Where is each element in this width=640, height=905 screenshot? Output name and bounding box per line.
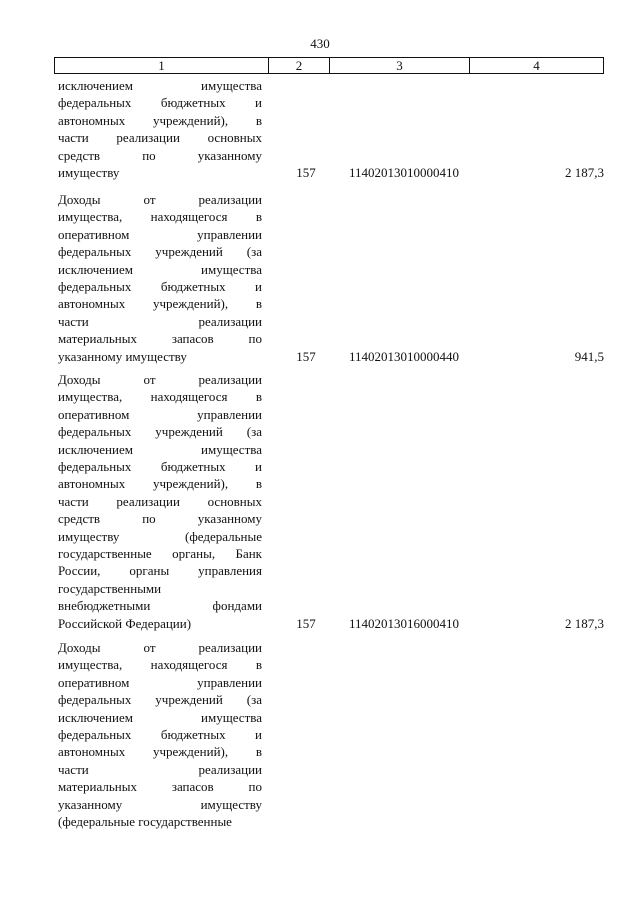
description-line: имуществу [58,165,120,181]
row-description [58,371,262,632]
amount: 2 187,3 [565,165,604,180]
amount: 2 187,3 [565,616,604,631]
description-line: федеральных учреждений (за [58,692,262,708]
admin-code: 157 [296,616,316,631]
row-description [58,77,262,181]
description-line: Российской Федерации) [58,615,192,631]
description-line: федеральных учреждений (за [58,424,262,440]
description-line: части реализации основных [58,493,262,509]
description-line: имущества, находящегося в [58,389,262,405]
description-line: указанному имуществу [58,796,262,812]
description-line: материальных запасов по [58,779,262,795]
header-col-2: 2 [269,58,330,73]
description-line: части реализации [58,761,262,777]
amount: 941,5 [574,349,604,364]
description-line: исключением имущества [58,78,262,93]
header-col-1: 1 [55,58,269,73]
description-line: исключением имущества [58,261,262,277]
description-line: федеральных бюджетных и [58,95,262,111]
description-line: исключением имущества [58,709,262,725]
income-code: 11402013016000410 [348,616,460,631]
description-line: Доходы от реализации [58,640,262,655]
description-line: автономных учреждений), в [58,744,262,760]
description-line: оперативном управлении [58,406,262,422]
description-line: Доходы от реализации [58,372,262,387]
description-line: имущества, находящегося в [58,657,262,673]
description-line: указанному имуществу [58,348,187,364]
admin-code: 157 [296,165,316,180]
income-code: 11402013010000440 [348,349,460,364]
description-line: государственные органы, Банк [58,546,262,562]
description-line: оперативном управлении [58,674,262,690]
description-line: средств по указанному [58,511,262,527]
description-line: федеральных бюджетных и [58,459,262,475]
header-col-3: 3 [330,58,470,73]
table-header [54,57,604,74]
description-line: (федеральные государственные [58,814,232,830]
description-line: материальных запасов по [58,331,262,347]
description-line: федеральных бюджетных и [58,727,262,743]
row-description [58,191,262,365]
header-col-4: 4 [533,58,540,73]
page-number: 430 [310,36,330,51]
row-description [58,639,262,830]
description-line: средств по указанному [58,147,262,163]
description-line: внебюджетными фондами [58,598,262,614]
admin-code: 157 [296,349,316,364]
description-line: исключением имущества [58,441,262,457]
description-line: Доходы от реализации [58,192,262,207]
description-line: автономных учреждений), в [58,112,262,128]
description-line: части реализации основных [58,130,262,146]
description-line: автономных учреждений), в [58,296,262,312]
description-line: федеральных учреждений (за [58,244,262,260]
description-line: имуществу (федеральные [58,528,262,544]
income-code: 11402013010000410 [348,165,460,180]
description-line: автономных учреждений), в [58,476,262,492]
description-line: государственными [58,580,162,596]
description-line: имущества, находящегося в [58,209,262,225]
description-line: оперативном управлении [58,226,262,242]
description-line: России, органы управления [58,563,262,579]
description-line: федеральных бюджетных и [58,279,262,295]
description-line: части реализации [58,313,262,329]
